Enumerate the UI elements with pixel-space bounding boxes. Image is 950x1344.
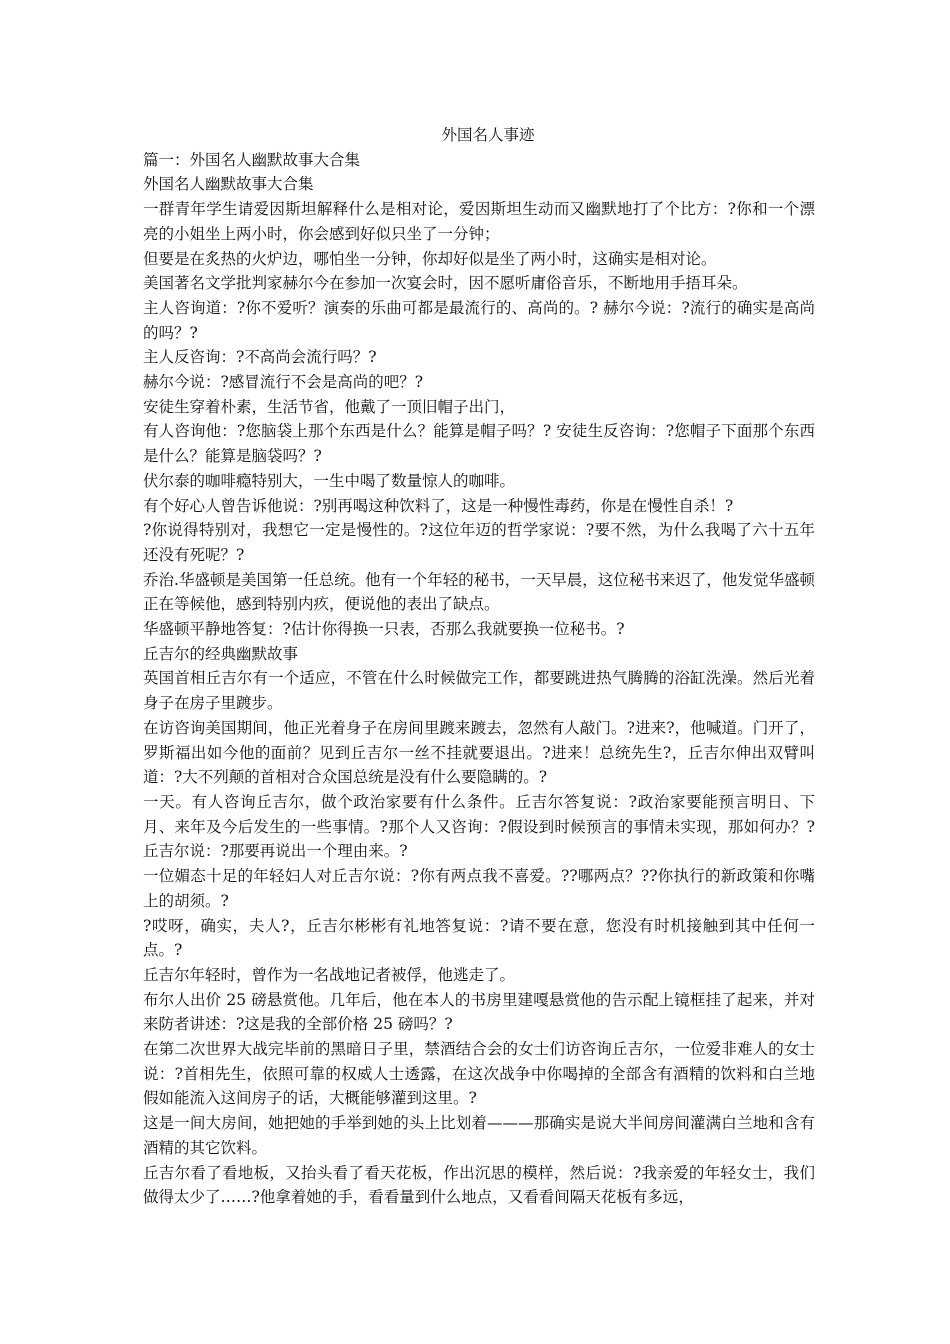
paragraph: ?你说得特别对，我想它一定是慢性的。?这位年迈的哲学家说：?要不然，为什么我喝了六十五年还没有死呢？? xyxy=(143,521,815,564)
paragraph: 赫尔今说：?感冒流行不会是高尚的吧？? xyxy=(143,373,424,392)
paragraph: 丘吉尔看了看地板，又抬头看了看天花板，作出沉思的模样，然后说：?我亲爱的年轻女士，我们做得太少了……?他拿着她的手，看看量到什么地点，又看看间隔天花板有多远， xyxy=(143,1163,815,1207)
paragraph: 丘吉尔年轻时，曾作为一名战地记者被俘，他逃走了。 xyxy=(143,965,516,984)
paragraph: 主人咨询道：?你不爱听？演奏的乐曲可都是最流行的、高尚的。? 赫尔今说：?流行的确实是高尚的吗？? xyxy=(143,298,815,342)
paragraph: 安徒生穿着朴素，生活节省，他戴了一顶旧帽子出门， xyxy=(143,397,516,416)
paragraph: 丘吉尔的经典幽默故事 xyxy=(143,644,299,663)
paragraph: 布尔人出价 25 磅悬赏他。几年后，他在本人的书房里建嘎悬赏他的告示配上镜框挂了起来，并对来防者讲述：?这是我的全部价格 25 磅吗？? xyxy=(143,990,815,1034)
paragraph: 这是一间大房间，她把她的手举到她的头上比划着———那确实是说大半间房间灌满白兰地和含有酒精的其它饮料。 xyxy=(143,1114,815,1157)
paragraph: 一天。有人咨询丘吉尔，做个政治家要有什么条件。丘吉尔答复说：?政治家要能预言明日、下月、来年及今后发生的一些事情。?那个人又咨询：?假设到时候预言的事情未实现，那如何办？?丘吉尔说：?那要再说出一个理由来。? xyxy=(143,792,815,861)
paragraph: 有人咨询他：?您脑袋上那个东西是什么？能算是帽子吗？? 安徒生反咨询：?您帽子下面那个东西是什么？能算是脑袋吗？? xyxy=(143,422,815,466)
paragraph: 在第二次世界大战完毕前的黑暗日子里，禁酒结合会的女士们访咨询丘吉尔，一位爱非难人的女士说：?首相先生，依照可靠的权威人士透露，在这次战争中你喝掉的全部含有酒精的饮料和白兰地假如能流入这间房子的话，大概能够灌到这里。? xyxy=(143,1040,815,1108)
paragraph: ?哎呀，确实，夫人?，丘吉尔彬彬有礼地答复说：?请不要在意，您没有时机接触到其中任何一点。? xyxy=(143,916,815,960)
paragraph: 一群青年学生请爱因斯坦解释什么是相对论，爱因斯坦生动而又幽默地打了个比方：?你和一个漂亮的小姐坐上两小时，你会感到好似只坐了一分钟； xyxy=(143,200,815,243)
paragraph: 美国著名文学批判家赫尔今在参加一次宴会时，因不愿听庸俗音乐，不断地用手捂耳朵。 xyxy=(143,274,748,293)
paragraph: 但要是在炙热的火炉边，哪怕坐一分钟，你却好似是坐了两小时，这确实是相对论。 xyxy=(143,249,717,268)
paragraph: 在访咨询美国期间，他正光着身子在房间里踱来踱去，忽然有人敲门。?进来?，他喊道。门开了，罗斯福出如今他的面前？见到丘吉尔一丝不挂就要退出。?进来！总统先生?，丘吉尔伸出双臂叫道：?大不列颠的首相对合众国总统是没有什么要隐瞒的。? xyxy=(143,718,815,787)
paragraph: 一位媚态十足的年轻妇人对丘吉尔说：?你有两点我不喜爱。??哪两点？??你执行的新政策和你嘴上的胡须。? xyxy=(143,867,815,910)
document-body xyxy=(143,148,815,1210)
paragraph: 伏尔泰的咖啡瘾特别大，一生中喝了数量惊人的咖啡。 xyxy=(143,471,516,490)
paragraph: 英国首相丘吉尔有一个适应，不管在什么时候做完工作，都要跳进热气腾腾的浴缸洗澡。然后光着身子在房子里踱步。 xyxy=(143,669,815,713)
paragraph: 华盛顿平静地答复：?估计你得换一只表，否那么我就要换一位秘书。? xyxy=(143,620,625,639)
paragraph: 乔治.华盛顿是美国第一任总统。他有一个年轻的秘书，一天早晨，这位秘书来迟了，他发觉华盛顿正在等候他，感到特别内疚，便说他的表出了缺点。 xyxy=(143,570,815,614)
document-page xyxy=(143,123,815,1210)
paragraph: 有个好心人曾告诉他说：?别再喝这种饮料了，这是一种慢性毒药，你是在慢性自杀！? xyxy=(143,496,734,515)
document-title: 外国名人事迹 xyxy=(441,126,535,144)
paragraph: 外国名人幽默故事大合集 xyxy=(143,175,314,194)
paragraph: 主人反咨询：?不高尚会流行吗？? xyxy=(143,348,377,367)
paragraph: 篇一：外国名人幽默故事大合集 xyxy=(143,150,361,169)
